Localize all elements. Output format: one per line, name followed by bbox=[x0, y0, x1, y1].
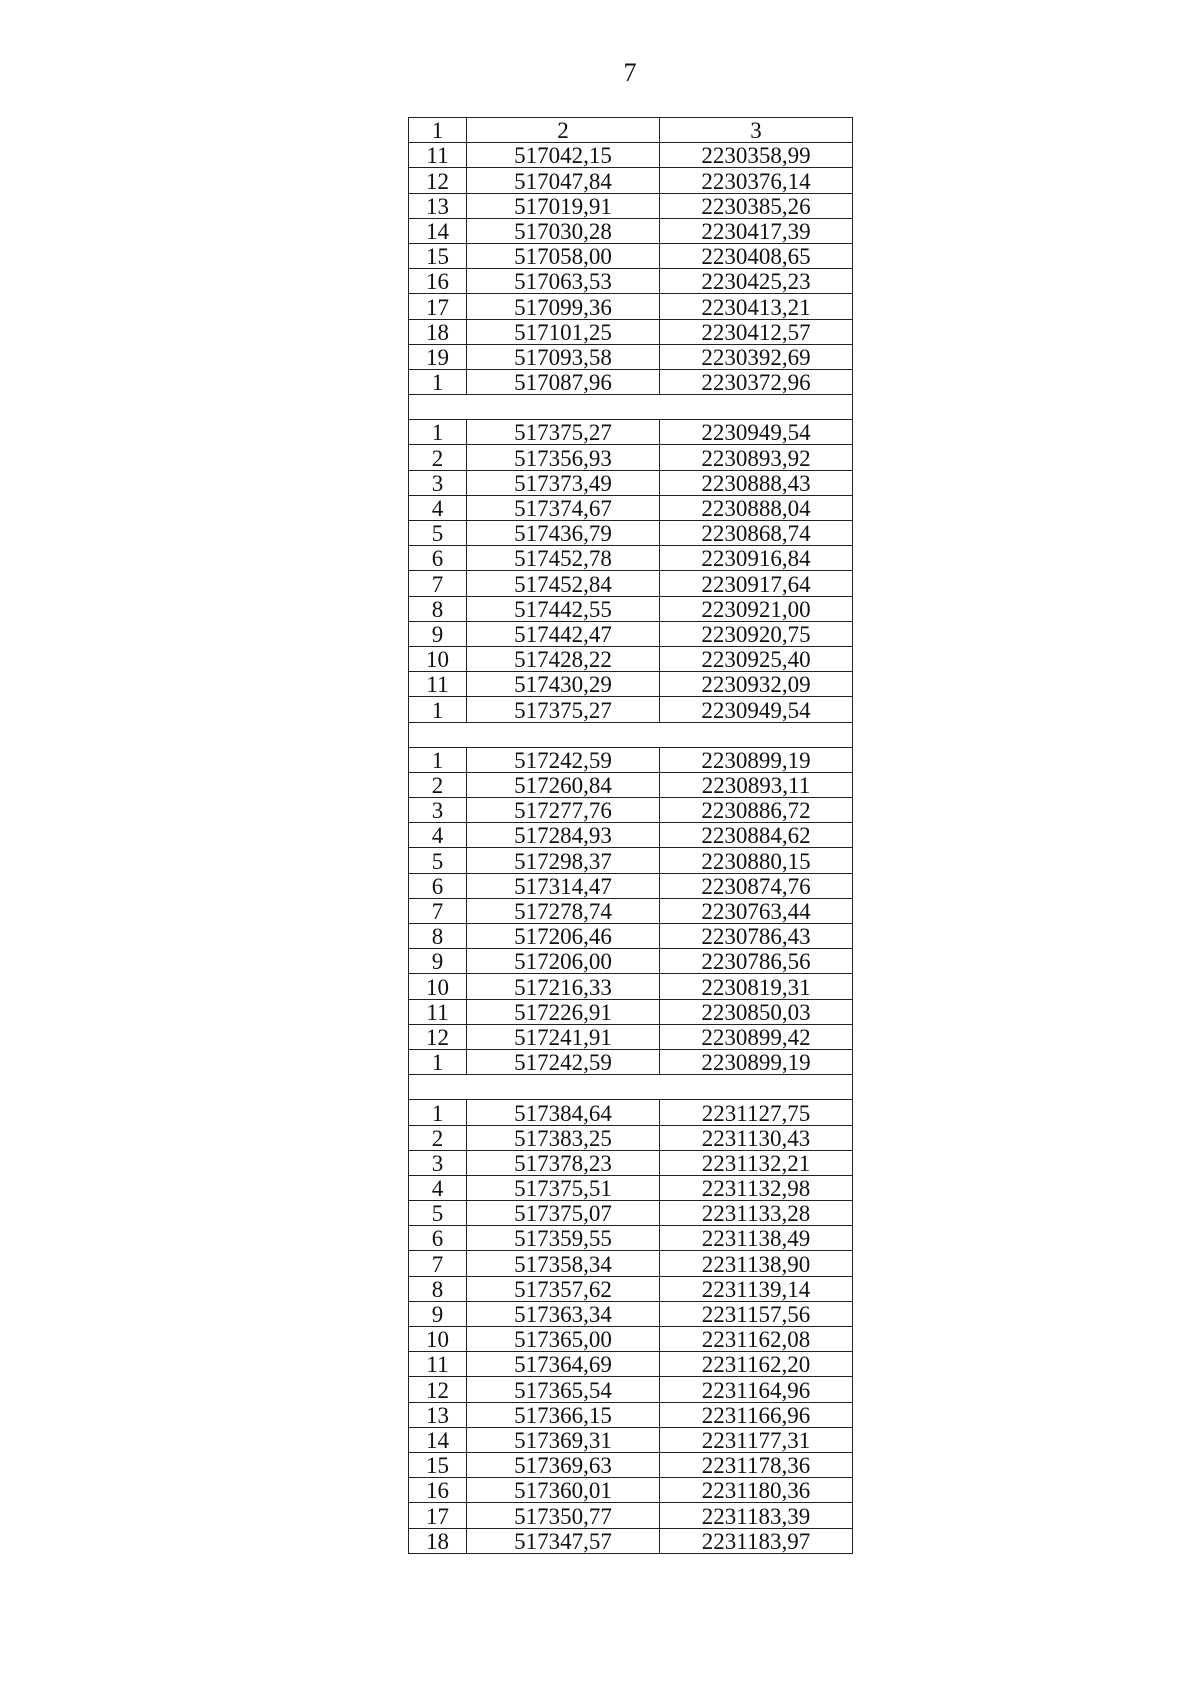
x-coordinate-cell: 517356,93 bbox=[467, 445, 660, 470]
y-coordinate-cell: 2230819,31 bbox=[660, 974, 853, 999]
point-number-cell: 12 bbox=[409, 168, 467, 193]
y-coordinate-cell: 2230916,84 bbox=[660, 546, 853, 571]
y-coordinate-cell: 2231183,39 bbox=[660, 1503, 853, 1528]
x-coordinate-cell: 517063,53 bbox=[467, 269, 660, 294]
x-coordinate-cell: 517364,69 bbox=[467, 1352, 660, 1377]
x-coordinate-cell: 517347,57 bbox=[467, 1528, 660, 1553]
x-coordinate-cell: 517241,91 bbox=[467, 1024, 660, 1049]
header-cell-1: 1 bbox=[409, 118, 467, 143]
y-coordinate-cell: 2231138,49 bbox=[660, 1226, 853, 1251]
table-row bbox=[409, 672, 853, 697]
y-coordinate-cell: 2230385,26 bbox=[660, 193, 853, 218]
y-coordinate-cell: 2230417,39 bbox=[660, 218, 853, 243]
y-coordinate-cell: 2230874,76 bbox=[660, 873, 853, 898]
point-number-cell: 18 bbox=[409, 319, 467, 344]
table-row bbox=[409, 848, 853, 873]
y-coordinate-cell: 2230412,57 bbox=[660, 319, 853, 344]
x-coordinate-cell: 517369,63 bbox=[467, 1452, 660, 1477]
point-number-cell: 16 bbox=[409, 269, 467, 294]
x-coordinate-cell: 517058,00 bbox=[467, 243, 660, 268]
table-row bbox=[409, 319, 853, 344]
point-number-cell: 9 bbox=[409, 621, 467, 646]
point-number-cell: 16 bbox=[409, 1478, 467, 1503]
table-row bbox=[409, 243, 853, 268]
table-row bbox=[409, 168, 853, 193]
table-header-row bbox=[409, 118, 853, 143]
table-row bbox=[409, 445, 853, 470]
point-number-cell: 1 bbox=[409, 1100, 467, 1125]
table-row bbox=[409, 1352, 853, 1377]
point-number-cell: 18 bbox=[409, 1528, 467, 1553]
table-row bbox=[409, 621, 853, 646]
y-coordinate-cell: 2230786,43 bbox=[660, 924, 853, 949]
y-coordinate-cell: 2230888,04 bbox=[660, 495, 853, 520]
point-number-cell: 12 bbox=[409, 1024, 467, 1049]
y-coordinate-cell: 2230372,96 bbox=[660, 369, 853, 394]
table-row bbox=[409, 1201, 853, 1226]
point-number-cell: 6 bbox=[409, 1226, 467, 1251]
y-coordinate-cell: 2231130,43 bbox=[660, 1125, 853, 1150]
y-coordinate-cell: 2230899,42 bbox=[660, 1024, 853, 1049]
table-row bbox=[409, 1377, 853, 1402]
table-row bbox=[409, 344, 853, 369]
y-coordinate-cell: 2230358,99 bbox=[660, 143, 853, 168]
x-coordinate-cell: 517030,28 bbox=[467, 218, 660, 243]
point-number-cell: 7 bbox=[409, 1251, 467, 1276]
point-number-cell: 3 bbox=[409, 1150, 467, 1175]
point-number-cell: 4 bbox=[409, 495, 467, 520]
x-coordinate-cell: 517383,25 bbox=[467, 1125, 660, 1150]
y-coordinate-cell: 2231164,96 bbox=[660, 1377, 853, 1402]
x-coordinate-cell: 517436,79 bbox=[467, 521, 660, 546]
point-number-cell: 10 bbox=[409, 646, 467, 671]
y-coordinate-cell: 2231178,36 bbox=[660, 1452, 853, 1477]
y-coordinate-cell: 2230925,40 bbox=[660, 646, 853, 671]
point-number-cell: 13 bbox=[409, 1402, 467, 1427]
table-row bbox=[409, 1402, 853, 1427]
y-coordinate-cell: 2231162,08 bbox=[660, 1327, 853, 1352]
y-coordinate-cell: 2230917,64 bbox=[660, 571, 853, 596]
table-row bbox=[409, 521, 853, 546]
y-coordinate-cell: 2231132,98 bbox=[660, 1175, 853, 1200]
x-coordinate-cell: 517430,29 bbox=[467, 672, 660, 697]
table-row bbox=[409, 1175, 853, 1200]
y-coordinate-cell: 2231183,97 bbox=[660, 1528, 853, 1553]
point-number-cell: 12 bbox=[409, 1377, 467, 1402]
y-coordinate-cell: 2230899,19 bbox=[660, 747, 853, 772]
point-number-cell: 11 bbox=[409, 672, 467, 697]
table-row bbox=[409, 949, 853, 974]
x-coordinate-cell: 517378,23 bbox=[467, 1150, 660, 1175]
point-number-cell: 5 bbox=[409, 1201, 467, 1226]
x-coordinate-cell: 517284,93 bbox=[467, 823, 660, 848]
point-number-cell: 9 bbox=[409, 1301, 467, 1326]
x-coordinate-cell: 517206,00 bbox=[467, 949, 660, 974]
table-row bbox=[409, 974, 853, 999]
table-row bbox=[409, 924, 853, 949]
y-coordinate-cell: 2231180,36 bbox=[660, 1478, 853, 1503]
x-coordinate-cell: 517428,22 bbox=[467, 646, 660, 671]
table-row bbox=[409, 1301, 853, 1326]
group-separator-row bbox=[409, 1075, 853, 1100]
point-number-cell: 1 bbox=[409, 369, 467, 394]
table-row bbox=[409, 823, 853, 848]
point-number-cell: 4 bbox=[409, 1175, 467, 1200]
table-row bbox=[409, 772, 853, 797]
x-coordinate-cell: 517365,00 bbox=[467, 1327, 660, 1352]
header-cell-3: 3 bbox=[660, 118, 853, 143]
x-coordinate-cell: 517314,47 bbox=[467, 873, 660, 898]
x-coordinate-cell: 517260,84 bbox=[467, 772, 660, 797]
x-coordinate-cell: 517350,77 bbox=[467, 1503, 660, 1528]
point-number-cell: 9 bbox=[409, 949, 467, 974]
table-row bbox=[409, 873, 853, 898]
x-coordinate-cell: 517298,37 bbox=[467, 848, 660, 873]
point-number-cell: 11 bbox=[409, 1352, 467, 1377]
point-number-cell: 2 bbox=[409, 772, 467, 797]
point-number-cell: 4 bbox=[409, 823, 467, 848]
y-coordinate-cell: 2231162,20 bbox=[660, 1352, 853, 1377]
x-coordinate-cell: 517375,51 bbox=[467, 1175, 660, 1200]
point-number-cell: 15 bbox=[409, 1452, 467, 1477]
group-separator-row bbox=[409, 395, 853, 420]
group-separator-cell bbox=[409, 722, 853, 747]
y-coordinate-cell: 2230376,14 bbox=[660, 168, 853, 193]
x-coordinate-cell: 517019,91 bbox=[467, 193, 660, 218]
y-coordinate-cell: 2230899,19 bbox=[660, 1049, 853, 1074]
table-row bbox=[409, 1024, 853, 1049]
group-separator-cell bbox=[409, 395, 853, 420]
table-row bbox=[409, 1478, 853, 1503]
table-row bbox=[409, 747, 853, 772]
point-number-cell: 1 bbox=[409, 420, 467, 445]
y-coordinate-cell: 2231138,90 bbox=[660, 1251, 853, 1276]
x-coordinate-cell: 517366,15 bbox=[467, 1402, 660, 1427]
point-number-cell: 5 bbox=[409, 848, 467, 873]
x-coordinate-cell: 517363,34 bbox=[467, 1301, 660, 1326]
y-coordinate-cell: 2230949,54 bbox=[660, 420, 853, 445]
table-row bbox=[409, 1452, 853, 1477]
table-row bbox=[409, 1503, 853, 1528]
header-cell-2: 2 bbox=[467, 118, 660, 143]
point-number-cell: 14 bbox=[409, 1427, 467, 1452]
y-coordinate-cell: 2231177,31 bbox=[660, 1427, 853, 1452]
point-number-cell: 17 bbox=[409, 294, 467, 319]
x-coordinate-cell: 517442,47 bbox=[467, 621, 660, 646]
table-body bbox=[409, 118, 853, 1554]
table-row bbox=[409, 1427, 853, 1452]
point-number-cell: 15 bbox=[409, 243, 467, 268]
table-row bbox=[409, 571, 853, 596]
point-number-cell: 10 bbox=[409, 974, 467, 999]
table-row bbox=[409, 646, 853, 671]
x-coordinate-cell: 517384,64 bbox=[467, 1100, 660, 1125]
x-coordinate-cell: 517375,27 bbox=[467, 420, 660, 445]
table-row bbox=[409, 470, 853, 495]
coordinates-table bbox=[408, 117, 853, 1554]
y-coordinate-cell: 2230850,03 bbox=[660, 999, 853, 1024]
table-row bbox=[409, 1226, 853, 1251]
point-number-cell: 7 bbox=[409, 898, 467, 923]
point-number-cell: 5 bbox=[409, 521, 467, 546]
x-coordinate-cell: 517452,84 bbox=[467, 571, 660, 596]
point-number-cell: 3 bbox=[409, 470, 467, 495]
table-row bbox=[409, 143, 853, 168]
y-coordinate-cell: 2230425,23 bbox=[660, 269, 853, 294]
y-coordinate-cell: 2230763,44 bbox=[660, 898, 853, 923]
point-number-cell: 3 bbox=[409, 798, 467, 823]
y-coordinate-cell: 2230868,74 bbox=[660, 521, 853, 546]
x-coordinate-cell: 517375,27 bbox=[467, 697, 660, 722]
y-coordinate-cell: 2230884,62 bbox=[660, 823, 853, 848]
point-number-cell: 8 bbox=[409, 596, 467, 621]
x-coordinate-cell: 517242,59 bbox=[467, 1049, 660, 1074]
group-separator-row bbox=[409, 722, 853, 747]
x-coordinate-cell: 517216,33 bbox=[467, 974, 660, 999]
y-coordinate-cell: 2230392,69 bbox=[660, 344, 853, 369]
y-coordinate-cell: 2230949,54 bbox=[660, 697, 853, 722]
x-coordinate-cell: 517375,07 bbox=[467, 1201, 660, 1226]
y-coordinate-cell: 2230888,43 bbox=[660, 470, 853, 495]
y-coordinate-cell: 2231166,96 bbox=[660, 1402, 853, 1427]
x-coordinate-cell: 517357,62 bbox=[467, 1276, 660, 1301]
table-row bbox=[409, 898, 853, 923]
x-coordinate-cell: 517093,58 bbox=[467, 344, 660, 369]
table-row bbox=[409, 294, 853, 319]
y-coordinate-cell: 2230893,11 bbox=[660, 772, 853, 797]
x-coordinate-cell: 517442,55 bbox=[467, 596, 660, 621]
point-number-cell: 2 bbox=[409, 1125, 467, 1150]
y-coordinate-cell: 2231133,28 bbox=[660, 1201, 853, 1226]
y-coordinate-cell: 2230408,65 bbox=[660, 243, 853, 268]
page-number: 7 bbox=[623, 58, 637, 87]
table-row bbox=[409, 1049, 853, 1074]
point-number-cell: 19 bbox=[409, 344, 467, 369]
y-coordinate-cell: 2230413,21 bbox=[660, 294, 853, 319]
x-coordinate-cell: 517359,55 bbox=[467, 1226, 660, 1251]
y-coordinate-cell: 2231132,21 bbox=[660, 1150, 853, 1175]
y-coordinate-cell: 2231157,56 bbox=[660, 1301, 853, 1326]
y-coordinate-cell: 2231139,14 bbox=[660, 1276, 853, 1301]
point-number-cell: 6 bbox=[409, 546, 467, 571]
x-coordinate-cell: 517101,25 bbox=[467, 319, 660, 344]
table-row bbox=[409, 798, 853, 823]
x-coordinate-cell: 517373,49 bbox=[467, 470, 660, 495]
x-coordinate-cell: 517226,91 bbox=[467, 999, 660, 1024]
table-row bbox=[409, 495, 853, 520]
x-coordinate-cell: 517099,36 bbox=[467, 294, 660, 319]
point-number-cell: 1 bbox=[409, 747, 467, 772]
point-number-cell: 6 bbox=[409, 873, 467, 898]
point-number-cell: 1 bbox=[409, 1049, 467, 1074]
y-coordinate-cell: 2230886,72 bbox=[660, 798, 853, 823]
y-coordinate-cell: 2230920,75 bbox=[660, 621, 853, 646]
point-number-cell: 2 bbox=[409, 445, 467, 470]
table-row bbox=[409, 546, 853, 571]
y-coordinate-cell: 2230932,09 bbox=[660, 672, 853, 697]
table-row bbox=[409, 420, 853, 445]
x-coordinate-cell: 517277,76 bbox=[467, 798, 660, 823]
point-number-cell: 8 bbox=[409, 924, 467, 949]
table-row bbox=[409, 193, 853, 218]
point-number-cell: 10 bbox=[409, 1327, 467, 1352]
x-coordinate-cell: 517452,78 bbox=[467, 546, 660, 571]
table-row bbox=[409, 596, 853, 621]
x-coordinate-cell: 517047,84 bbox=[467, 168, 660, 193]
table-row bbox=[409, 1150, 853, 1175]
y-coordinate-cell: 2230921,00 bbox=[660, 596, 853, 621]
table-row bbox=[409, 1327, 853, 1352]
table-row bbox=[409, 1251, 853, 1276]
x-coordinate-cell: 517278,74 bbox=[467, 898, 660, 923]
point-number-cell: 14 bbox=[409, 218, 467, 243]
table-row bbox=[409, 1125, 853, 1150]
x-coordinate-cell: 517042,15 bbox=[467, 143, 660, 168]
x-coordinate-cell: 517365,54 bbox=[467, 1377, 660, 1402]
x-coordinate-cell: 517206,46 bbox=[467, 924, 660, 949]
table-row bbox=[409, 999, 853, 1024]
table-row bbox=[409, 697, 853, 722]
table-row bbox=[409, 1276, 853, 1301]
point-number-cell: 13 bbox=[409, 193, 467, 218]
point-number-cell: 11 bbox=[409, 143, 467, 168]
x-coordinate-cell: 517369,31 bbox=[467, 1427, 660, 1452]
table-row bbox=[409, 218, 853, 243]
table-row bbox=[409, 1528, 853, 1553]
table-row bbox=[409, 269, 853, 294]
x-coordinate-cell: 517242,59 bbox=[467, 747, 660, 772]
y-coordinate-cell: 2230786,56 bbox=[660, 949, 853, 974]
x-coordinate-cell: 517360,01 bbox=[467, 1478, 660, 1503]
group-separator-cell bbox=[409, 1075, 853, 1100]
x-coordinate-cell: 517087,96 bbox=[467, 369, 660, 394]
y-coordinate-cell: 2230893,92 bbox=[660, 445, 853, 470]
table-row bbox=[409, 369, 853, 394]
y-coordinate-cell: 2230880,15 bbox=[660, 848, 853, 873]
point-number-cell: 7 bbox=[409, 571, 467, 596]
x-coordinate-cell: 517358,34 bbox=[467, 1251, 660, 1276]
point-number-cell: 1 bbox=[409, 697, 467, 722]
point-number-cell: 11 bbox=[409, 999, 467, 1024]
table-row bbox=[409, 1100, 853, 1125]
point-number-cell: 8 bbox=[409, 1276, 467, 1301]
x-coordinate-cell: 517374,67 bbox=[467, 495, 660, 520]
point-number-cell: 17 bbox=[409, 1503, 467, 1528]
y-coordinate-cell: 2231127,75 bbox=[660, 1100, 853, 1125]
